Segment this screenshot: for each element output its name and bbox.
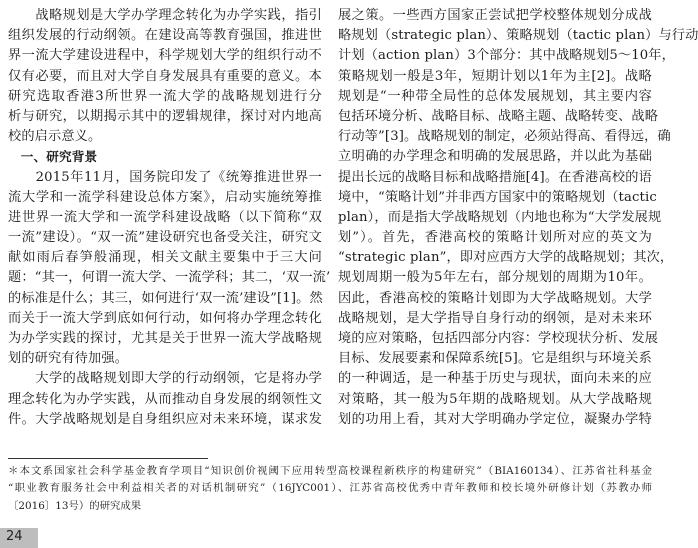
- text-line: 行动等”[3]。战略规划的制定，必须站得高、看得远，确: [338, 129, 671, 145]
- text-line: 件。大学战略规划是自身组织应对未来环境，谋求发: [8, 411, 322, 427]
- text-line: 因此，香港高校的策略计划即为大学战略规划。大学: [338, 290, 652, 306]
- text-line: 题：“其一，何谓一流大学、一流学科；其二，‘双一流’: [8, 270, 331, 286]
- text-line: 战略规划，是大学指导自身行动的纲领，是对未来环: [338, 310, 652, 326]
- text-line: “strategic plan”，即对应西方大学的战略规划；其次，: [338, 250, 674, 266]
- section-heading: 一、研究背景: [8, 149, 98, 165]
- footnote-divider: [8, 458, 208, 459]
- text-line: 析与研究，以期揭示其中的逻辑规律，探讨对内地高: [8, 108, 322, 124]
- text-line: 略规划（strategic plan）、策略规划（tactic plan）与行动: [338, 28, 698, 44]
- text-line: 献如雨后春笋般涌现，相关文献主要集中于三大问: [8, 250, 322, 266]
- text-line: 大学的战略规划即大学的行动纲领，它是将办学: [8, 371, 322, 387]
- footnote-line: ＊本文系国家社会科学基金教育学项目“知识创价视阈下应用转型高校课程新秩序的构建研究”（BIA160134）、江苏省社科基金: [8, 465, 652, 477]
- right-column: [338, 6, 698, 430]
- text-line: 境的应对策略，包括四部分内容：学校现状分析、发展: [338, 331, 659, 346]
- text-line: 计划（action plan）3个部分：其中战略规划5～10年，: [338, 48, 675, 64]
- text-line: 进世界一流大学和一流学科建设战略（以下简称“双: [8, 209, 322, 225]
- text-line: 目标、发展要素和保障系统[5]。它是组织与环境关系: [338, 351, 652, 367]
- text-line: 的一种调适，是一种基于历史与现状，面向未来的应: [338, 371, 652, 387]
- text-line: 划的功用上看，其对大学明确办学定位，凝聚办学特: [338, 411, 652, 427]
- text-line: 界一流大学建设进程中，科学规划大学的组织行动不: [8, 48, 322, 64]
- text-line: 一流”建设）。“双一流”建设研究也备受关注，研究文: [8, 230, 322, 246]
- text-line: 2015年11月，国务院印发了《统筹推进世界一: [8, 169, 322, 185]
- text-line: plan），而是指大学战略规划（内地也称为“大学发展规: [338, 209, 662, 225]
- text-line: 的标准是什么；其三，如何进行‘双一流’建设”[1]。然: [8, 290, 323, 306]
- text-line: 组织发展的行动纲领。在建设高等教育强国，推进世: [8, 28, 322, 44]
- text-line: 提出长远的战略目标和战略措施[4]。在香港高校的语: [338, 169, 652, 185]
- text-line: 流大学和一流学科建设总体方案》，启动实施统筹推: [8, 189, 322, 205]
- footnote: [8, 463, 652, 515]
- text-line: 立明确的办学理念和明确的发展思路，并以此为基础: [338, 149, 652, 165]
- footnote-line: “职业教育服务社会中利益相关者的对话机制研究”（16JYC001）、江苏省高校优秀中青年教师和校长境外研修计划（苏教办师: [8, 482, 652, 495]
- text-line: 对策略，其一般为5年期的战略规划。从大学战略规: [338, 391, 652, 407]
- text-line: 策略规划一般是3年，短期计划以1年为主[2]。战略: [338, 68, 652, 84]
- text-line: 校的启示意义。: [8, 129, 102, 145]
- text-line: 包括环境分析、战略目标、战略主题、战略转变、战略: [338, 108, 659, 124]
- footnote-line: 〔2016〕13号）的研究成果: [8, 499, 142, 512]
- text-line: 战略规划是大学办学理念转化为办学实践，指引: [8, 8, 322, 23]
- text-line: 理念转化为办学实践，从而推动自身发展的纲领性文: [8, 391, 322, 407]
- page-number-box: [0, 528, 38, 548]
- text-line: 而关于一流大学到底如何行动，如何将办学理念转化: [8, 310, 322, 326]
- text-line: 规划是“一种带全局性的总体发展规划，其主要内容: [338, 88, 652, 104]
- text-line: 划的研究有待加强。: [8, 351, 129, 367]
- text-line: 境中，“策略计划”并非西方国家中的策略规划（tactic: [338, 189, 657, 205]
- left-column: [8, 6, 331, 430]
- text-line: 划”）。首先，香港高校的策略计划所对应的英文为: [338, 230, 652, 246]
- text-line: 研究选取香港3所世界一流大学的战略规划进行分: [8, 88, 322, 104]
- text-line: 仅有必要，而且对大学自身发展具有重要的意义。本: [8, 68, 322, 84]
- page-number: 24: [6, 529, 23, 544]
- text-line: 规划周期一般为5年左右，部分规划的周期为10年。: [338, 270, 652, 286]
- text-line: 为办学实践的探讨，尤其是关于世界一流大学战略规: [8, 331, 322, 346]
- text-line: 展之策。一些西方国家正尝试把学校整体规划分成战: [338, 8, 652, 23]
